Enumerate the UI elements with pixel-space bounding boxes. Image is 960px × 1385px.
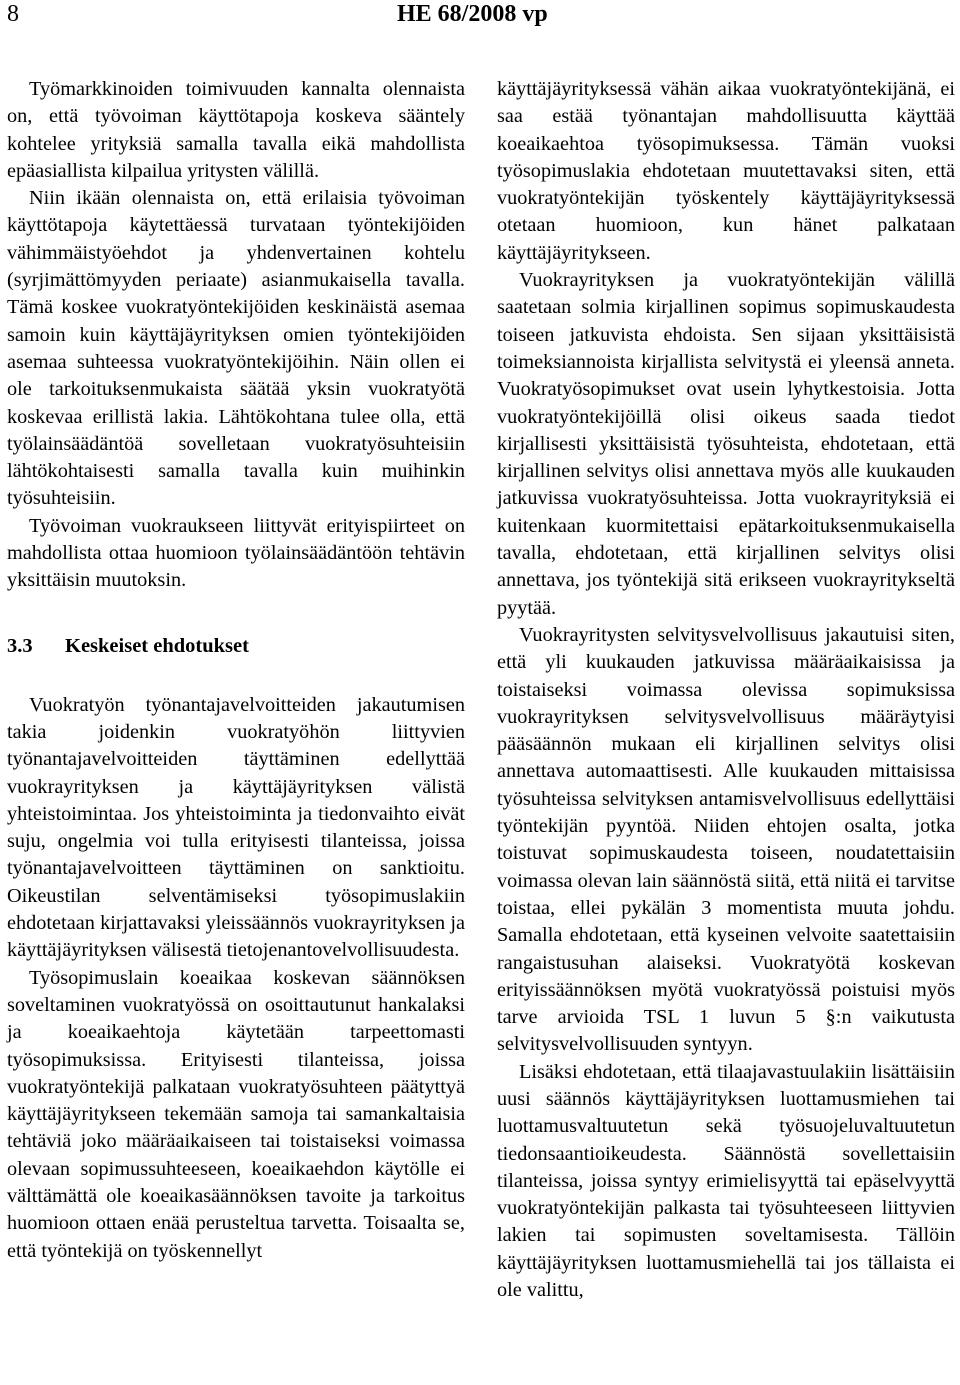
paragraph: Työmarkkinoiden toimivuuden kannalta olennaista on, että työvoiman käyttötapoja koskeva sääntely kohtelee yrityksiä samalla tavalla eikä mahdollista epäasiallista kilpailua yritysten välillä. — [7, 78, 465, 182]
section-heading — [7, 633, 465, 660]
page-number: 8 — [7, 1, 19, 27]
paragraph: Työsopimuslain koeaikaa koskevan säännöksen soveltaminen vuokratyössä on osoittautunut hankalaksi ja koeaikaehtoja käytetään tarpeettomasti työsopimuksissa. Erityisesti tilanteissa, joissa vuokratyöntekijä palkataan vuokratyösuhteen päätyttyä käyttäjäyritykseen tekemään samoja tai samankaltaisia tehtäviä joko määräaikaiseen tai toistaiseksi voimassa olevaan sopimussuhteeseen, koeaikaehdon käytölle ei välttämättä ole koeaikasäännöksen tavoite ja tarkoitus huomioon ottaen enää perusteltua tarvetta. Toisaalta se, että työntekijä on työskennellyt — [7, 966, 465, 1262]
paragraph: Vuokrayritysten selvitysvelvollisuus jakautuisi siten, että yli kuukauden jatkuvissa määräaikaisissa ja toistaiseksi voimassa olevissa sopimuksissa vuokrayrityksen selvitysvelvollisuus määräytyisi pääsäännön mukaan eli kirjallinen selvitys olisi annettava automaattisesti. Alle kuukauden mittaisissa työsuhteissa selvityksen antamisvelvollisuus edellyttäisi työntekijän pyyntöä. Niiden ehtojen osalta, jotka toistuvat sopimuskaudesta toiseen, noudatettaisiin voimassa olevan lain säännöstä siitä, että niitä ei tarvitse toistaa, ellei pykälän 3 momentista muuta johdu. Samalla ehdotetaan, että kyseinen velvoite saatettaisiin rangaistusuhan alaiseksi. Vuokratyötä koskevan erityissäännöksen myötä vuokratyössä poistuisi myös tarve arvioida TSL 1 luvun 5 §:n vaikutusta selvitysvelvollisuuden syntyyn. — [497, 623, 955, 1056]
document-id: HE 68/2008 vp — [397, 1, 548, 27]
section-number: 3.3 — [7, 634, 33, 657]
paragraph: Vuokratyön työnantajavelvoitteiden jakautumisen takia joidenkin vuokratyöhön liittyvien työnantajavelvoitteiden täyttäminen edellyttää vuokrayrityksen ja käyttäjäyrityksen välistä yhteistoimintaa. Jos yhteistoiminta ja tiedonvaihto eivät suju, ongelmia voi tulla erityisesti tilanteissa, joissa työnantajavelvoitteen täyttäminen on sanktioitu. Oikeustilan selventämiseksi työsopimuslakiin ehdotetaan kirjattavaksi yleissäännös vuokrayrityksen ja käyttäjäyrityksen välisestä tietojenantovelvollisuudesta. — [7, 693, 465, 962]
right-column — [497, 76, 955, 1304]
left-column — [7, 76, 465, 1265]
paragraph: Lisäksi ehdotetaan, että tilaajavastuulakiin lisättäisiin uusi säännös käyttäjäyrityksen luottamusmiehen tai luottamusvaltuutetun sekä työsuojeluvaltuutetun tiedonsaantioikeudesta. Säännöstä sovellettaisiin tilanteissa, joissa syntyy erimielisyyttä tai epäselvyyttä vuokratyöntekijän palkasta tai työsuhteeseen liittyvien lakien tai sopimusten soveltamisesta. Tällöin käyttäjäyrityksen luottamusmiehellä tai jos tällaista ei ole valittu, — [497, 1060, 955, 1302]
paragraph: Työvoiman vuokraukseen liittyvät erityispiirteet on mahdollista ottaa huomioon työlainsäädäntöön tehtävin yksittäisin muutoksin. — [7, 514, 465, 592]
section-title: Keskeiset ehdotukset — [65, 634, 249, 657]
paragraph: käyttäjäyrityksessä vähän aikaa vuokratyöntekijänä, ei saa estää työnantajan mahdollisuutta käyttää koeaikaehtoa työsopimuksessa. Tämän vuoksi työsopimuslakia ehdotetaan muutettavaksi siten, että vuokratyöntekijän työskentely käyttäjäyrityksessä otetaan huomioon, kun hänet palkataan käyttäjäyritykseen. — [497, 78, 955, 264]
paragraph: Niin ikään olennaista on, että erilaisia työvoiman käyttötapoja käytettäessä turvataan työntekijöiden vähimmäistyöehdot ja yhdenvertainen kohtelu (syrjimättömyyden periaate) asianmukaisella tavalla. Tämä koskee vuokratyöntekijöiden keskinäistä asemaa samoin kuin käyttäjäyrityksen omien työntekijöiden asemaa suhteessa vuokratyöntekijöihin. Näin ollen ei ole tarkoituksenmukaista säätää yksin vuokratyötä koskevaa erillistä lakia. Lähtökohtana tulee olla, että työlainsäädäntöä sovelletaan vuokratyösuhteisiin lähtökohtaisesti samalla tavalla kuin muihinkin työsuhteisiin. — [7, 187, 465, 510]
page-header — [0, 0, 960, 40]
paragraph: Vuokrayrityksen ja vuokratyöntekijän välillä saatetaan solmia kirjallinen sopimus sopimuskaudesta toiseen jatkuvista ehdoista. Sen sijaan yksittäisistä toimeksiannoista kirjallista selvitystä ei yleensä anneta. Vuokratyösopimukset ovat usein lyhytkestoisia. Jotta vuokratyöntekijöillä olisi oikeus saada tiedot kirjallisesti yksittäisistä työsuhteista, ehdotetaan, että kirjallinen selvitys olisi annettava myös alle kuukauden jatkuvissa vuokratyösuhteissa. Jotta vuokrayrityksiä ei kuitenkaan kuormitettaisi epätarkoituksenmukaisella tavalla, ehdotetaan, että kirjallinen selvitys olisi annettava, jos työntekijä sitä erikseen vuokrayritykseltä pyytää. — [497, 269, 955, 619]
